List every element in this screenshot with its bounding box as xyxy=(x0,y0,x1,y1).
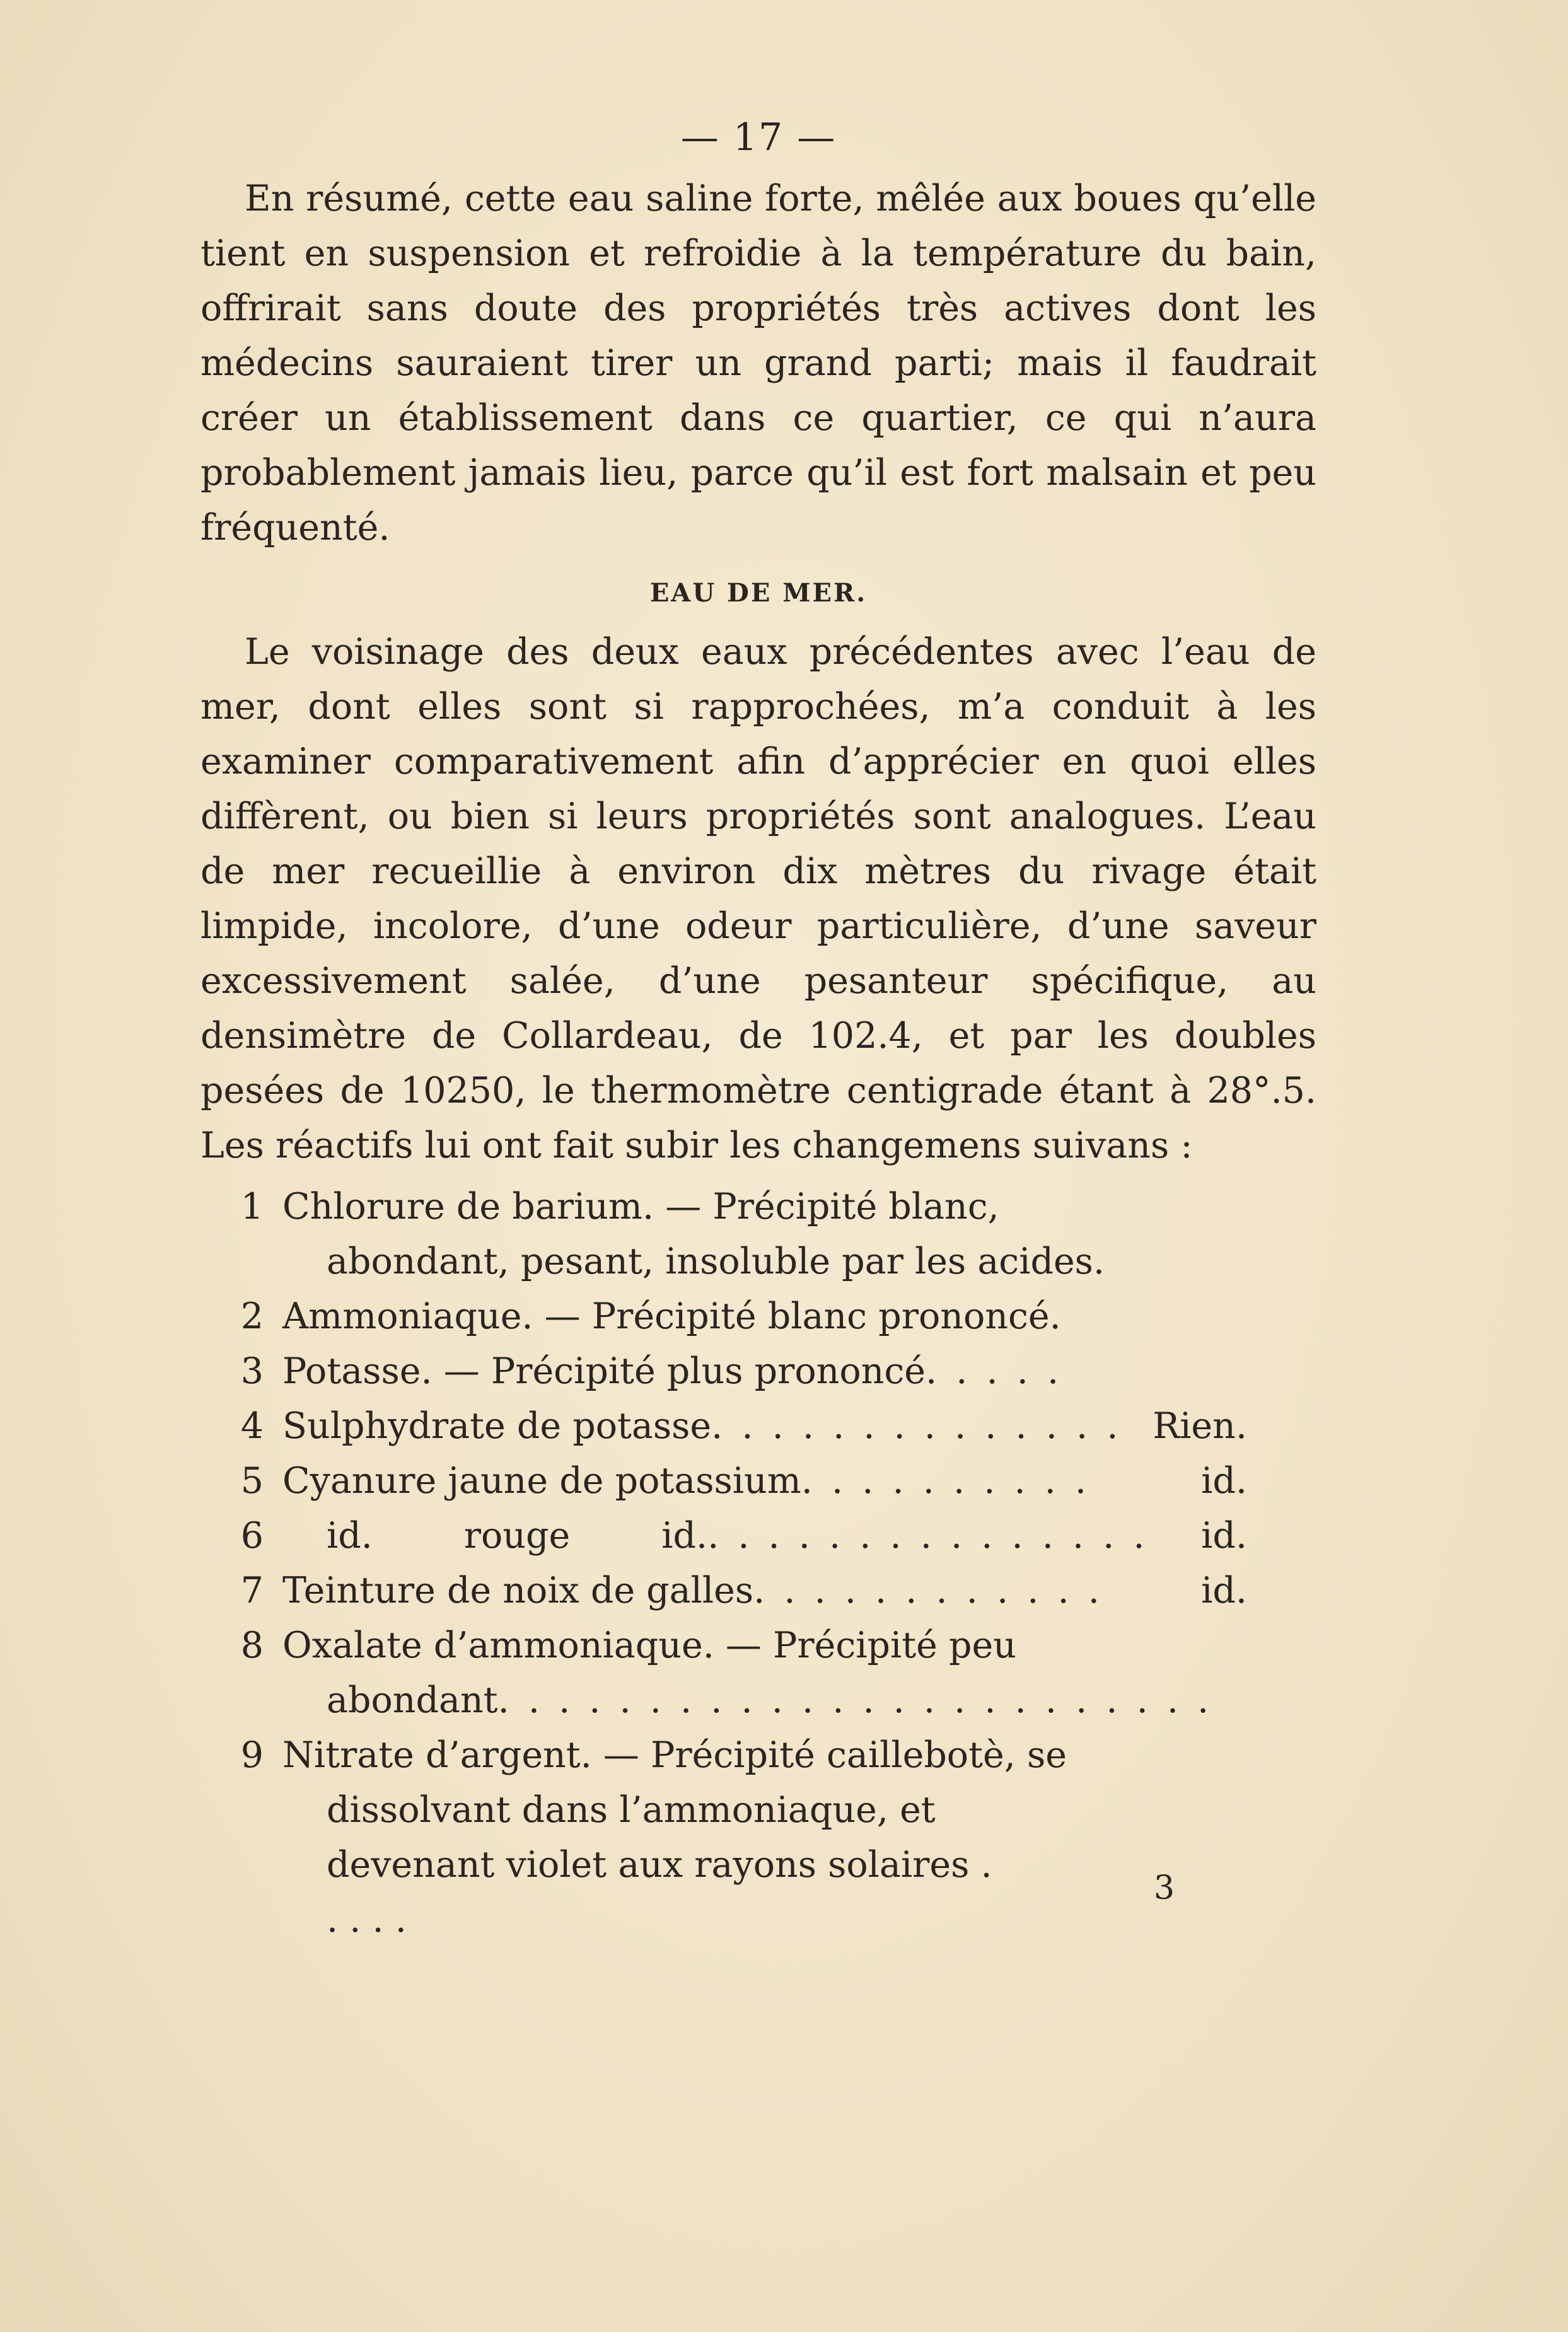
reagent-number: 8 xyxy=(240,1625,264,1666)
reagent-label: Potasse. — Précipité plus prononcé xyxy=(282,1350,926,1392)
dot-leader: . . . . . . . . . . . . . . xyxy=(711,1405,1122,1447)
reagent-label: id. rouge id. xyxy=(327,1515,708,1557)
dot-leader: . . . . . . . . . . xyxy=(801,1460,1091,1502)
reagent-row xyxy=(200,1563,1247,1618)
text-column xyxy=(200,110,1316,1947)
reagent-row xyxy=(200,1454,1247,1509)
reagent-number: 9 xyxy=(240,1734,264,1776)
reagent-list xyxy=(200,1180,1247,1947)
dot-leader: . . . . . . . . . . . . . . . xyxy=(707,1515,1149,1557)
reagent-number: 6 xyxy=(240,1515,264,1557)
reagent-label: Sulphydrate de potasse xyxy=(282,1405,712,1447)
section-paragraph: Le voisinage des deux eaux précédentes avec l’eau de mer, dont elles sont si rapprochées, m’a conduit à les examiner comparativement afin d’apprécier en quoi elles diffèrent, ou bien si leurs propriétés sont analogues. L’eau de mer recueillie à environ dix mètres du rivage était limpide, incolore, d’une odeur particulière, d’une saveur excessivement salée, d’une pesanteur spécifique, au densimètre de Collardeau, de 102.4, et par les doubles pesées de 10250, le thermomètre centigrade étant à 28°.5. Les réactifs lui ont fait subir les changemens suivans : xyxy=(200,631,1316,1166)
reagent-result: id. xyxy=(1201,1515,1247,1557)
reagent-row xyxy=(200,1728,1247,1947)
reagent-row xyxy=(200,1618,1247,1728)
dot-leader: . . . . . xyxy=(327,1844,992,1940)
reagent-row xyxy=(200,1399,1247,1454)
reagent-row xyxy=(200,1344,1247,1399)
reagent-label: Teinture de noix de galles xyxy=(282,1570,754,1611)
reagent-number: 1 xyxy=(240,1186,264,1227)
reagent-number: 5 xyxy=(240,1460,264,1502)
reagent-label: Chlorure de barium. — Précipité blanc, xyxy=(282,1186,999,1227)
signature-mark: 3 xyxy=(1154,1869,1175,1907)
dot-leader: . . . . . xyxy=(926,1350,1063,1392)
reagent-label: Oxalate d’ammoniaque. — Précipité peu xyxy=(282,1625,1016,1666)
reagent-number: 4 xyxy=(240,1405,264,1447)
dot-leader: . . . . . . . . . . . . . . . . . . . . . . . . xyxy=(497,1679,1213,1721)
reagent-result: Rien. xyxy=(1153,1405,1247,1447)
section-heading: EAU DE MER. xyxy=(649,578,868,608)
reagent-label: Ammoniaque. — Précipité blanc prononcé. xyxy=(282,1296,1061,1337)
reagent-result: id. xyxy=(1201,1570,1247,1611)
reagent-number: 2 xyxy=(240,1296,264,1337)
reagent-label: Nitrate d’argent. — Précipité caillebotè, se xyxy=(282,1734,1067,1776)
reagent-continuation: abondant, pesant, insoluble par les acides. xyxy=(327,1241,1105,1282)
reagent-row xyxy=(200,1509,1247,1563)
reagent-continuation: abondant xyxy=(327,1679,498,1721)
reagent-row xyxy=(200,1180,1247,1289)
page-number: — 17 — xyxy=(680,115,837,160)
reagent-label: Cyanure jaune de potassium xyxy=(282,1460,801,1502)
dot-leader: . . . . . . . . . . . . xyxy=(753,1570,1103,1611)
reagent-result: id. xyxy=(1201,1460,1247,1502)
reagent-number: 7 xyxy=(240,1570,264,1611)
intro-paragraph: En résumé, cette eau saline forte, mêlée aux boues qu’elle tient en suspension et refroidie à la température du bain, offrirait sans doute des propriétés très actives dont les médecins sauraient tirer un grand parti; mais il faudrait créer un établissement dans ce quartier, ce qui n’aura probablement jamais lieu, parce qu’il est fort malsain et peu fréquenté. xyxy=(200,178,1316,548)
reagent-continuation: dissolvant dans l’ammoniaque, et devenant violet aux rayons solaires xyxy=(327,1789,970,1886)
reagent-row xyxy=(200,1289,1247,1344)
reagent-number: 3 xyxy=(240,1350,264,1392)
